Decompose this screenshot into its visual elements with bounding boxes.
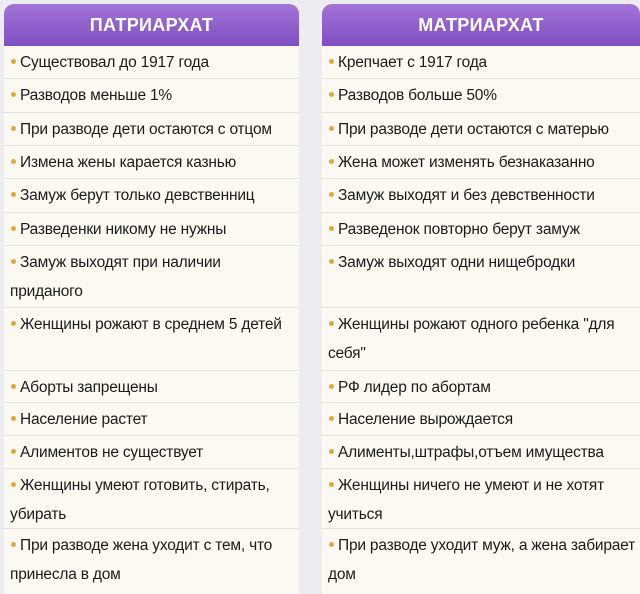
list-item-text: Женщины рожают в среднем 5 детей	[20, 316, 282, 333]
list-item-text: Женщины ничего не умеют и не хотят учиться	[328, 477, 605, 523]
bullet-icon	[11, 384, 16, 389]
list-item	[4, 307, 299, 371]
list-item-text: При разводе уходит муж, а жена забирает дом	[328, 537, 635, 583]
bullet-icon	[329, 482, 334, 487]
list-item	[4, 112, 299, 146]
list-item	[322, 178, 640, 213]
list-item-text: Замуж выходят при наличии приданого	[10, 254, 221, 300]
bullet-icon	[329, 449, 334, 454]
bullet-icon	[329, 542, 334, 547]
list-item-text: Женщины рожают одного ребенка "для себя"	[328, 316, 615, 362]
list-item-text: Алиментов не существует	[20, 444, 204, 461]
bullet-icon	[11, 59, 16, 64]
list-item	[4, 212, 299, 246]
matriarchy-header: МАТРИАРХАТ	[322, 4, 640, 46]
bullet-icon	[11, 226, 16, 231]
list-item-text: Жена может изменять безнаказанно	[338, 154, 595, 171]
list-item-text: Разведенок повторно берут замуж	[338, 221, 580, 238]
list-item	[4, 178, 299, 213]
bullet-icon	[11, 126, 16, 131]
list-item	[322, 528, 640, 589]
list-item	[322, 402, 640, 436]
list-item	[4, 46, 299, 78]
list-item	[4, 245, 299, 308]
list-item-text: РФ лидер по абортам	[338, 379, 491, 396]
bullet-icon	[329, 92, 334, 97]
list-item-text: Разведенки никому не нужны	[20, 221, 227, 238]
list-item	[322, 46, 640, 78]
bullet-icon	[329, 192, 334, 197]
bullet-icon	[11, 259, 16, 264]
list-item	[322, 468, 640, 529]
list-item-text: Алименты,штрафы,отъем имущества	[338, 444, 604, 461]
list-item	[322, 78, 640, 113]
list-item	[322, 145, 640, 179]
list-item	[4, 78, 299, 113]
list-item	[322, 245, 640, 308]
bullet-icon	[11, 449, 16, 454]
bullet-icon	[11, 416, 16, 421]
bullet-icon	[11, 192, 16, 197]
patriarchy-column	[4, 4, 299, 594]
list-item-text: При разводе жена уходит с тем, что принесла в дом	[10, 537, 273, 583]
list-item-text: Разводов больше 50%	[338, 87, 497, 104]
list-item	[322, 370, 640, 403]
list-item-text: Разводов меньше 1%	[20, 87, 172, 104]
list-item-text: При разводе дети остаются с матерью	[338, 121, 609, 138]
bullet-icon	[11, 321, 16, 326]
list-item	[4, 468, 299, 529]
list-item-text: Существовал до 1917 года	[20, 54, 209, 71]
list-item	[4, 528, 299, 589]
bullet-icon	[329, 259, 334, 264]
bullet-icon	[11, 159, 16, 164]
list-item	[4, 402, 299, 436]
list-item-text: Женщины умеют готовить, стирать, убирать	[10, 477, 270, 523]
bullet-icon	[11, 482, 16, 487]
bullet-icon	[329, 226, 334, 231]
bullet-icon	[329, 416, 334, 421]
list-item	[4, 370, 299, 403]
patriarchy-header: ПАТРИАРХАТ	[4, 4, 299, 46]
list-item-text: Аборты запрещены	[20, 379, 158, 396]
bullet-icon	[329, 384, 334, 389]
bullet-icon	[329, 59, 334, 64]
bullet-icon	[329, 321, 334, 326]
list-item	[4, 145, 299, 179]
list-item	[322, 212, 640, 246]
bullet-icon	[11, 92, 16, 97]
list-item-text: При разводе дети остаются с отцом	[20, 121, 272, 138]
list-item	[4, 435, 299, 469]
list-item-text: Крепчает с 1917 года	[338, 54, 487, 71]
bullet-icon	[11, 542, 16, 547]
matriarchy-column	[322, 4, 640, 594]
list-item	[322, 112, 640, 146]
list-item-text: Замуж берут только девственниц	[20, 187, 255, 204]
list-item-text: Замуж выходят и без девственности	[338, 187, 595, 204]
list-item-text: Население вырождается	[338, 411, 513, 428]
bullet-icon	[329, 159, 334, 164]
bullet-icon	[329, 126, 334, 131]
list-item-text: Измена жены карается казнью	[20, 154, 237, 171]
list-item-text: Замуж выходят одни нищебродки	[338, 254, 576, 271]
list-item	[322, 307, 640, 371]
list-item	[322, 435, 640, 469]
list-item-text: Население растет	[20, 411, 148, 428]
